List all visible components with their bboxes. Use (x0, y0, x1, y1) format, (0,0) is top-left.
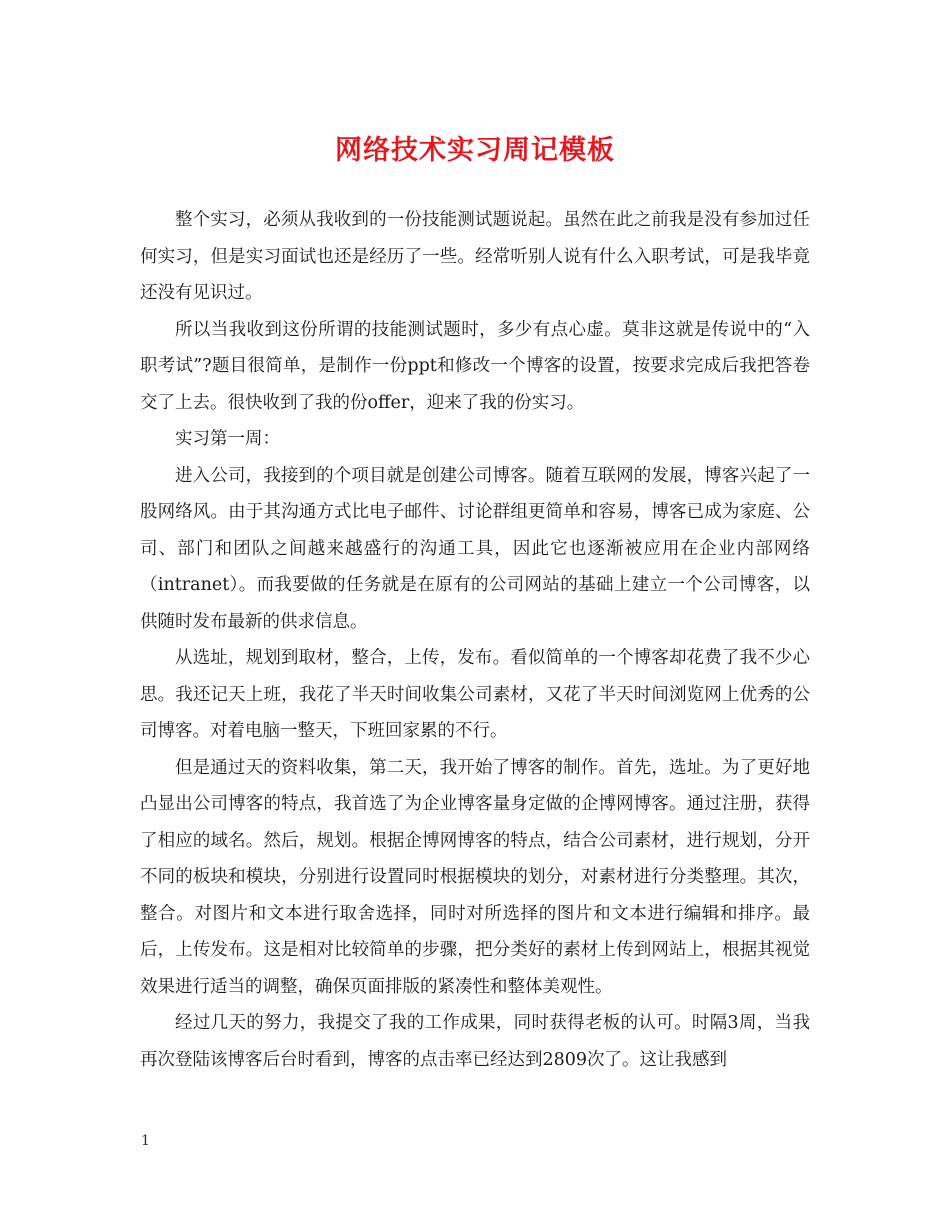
paragraph-7: 经过几天的努力，我提交了我的工作成果，同时获得老板的认可。时隔3周，当我再次登陆该博客后台时看到，博客的点击率已经达到2809次了。这让我感到 (140, 1013, 810, 1070)
paragraph-5: 从选址，规划到取材，整合，上传，发布。看似简单的一个博客却花费了我不少心思。我还记天上班，我花了半天时间收集公司素材，又花了半天时间浏览网上优秀的公司博客。对着电脑一整天，下班回家累的不行。 (140, 648, 810, 741)
paragraph-3: 实习第一周： (175, 429, 280, 449)
paragraph-1: 整个实习，必须从我收到的一份技能测试题说起。虽然在此之前我是没有参加过任何实习，但是实习面试也还是经历了一些。经常听别人说有什么入职考试，可是我毕竟还没有见识过。 (140, 210, 810, 303)
paragraph-2: 所以当我收到这份所谓的技能测试题时，多少有点心虚。莫非这就是传说中的“入职考试”?题目很简单，是制作一份ppt和修改一个博客的设置，按要求完成后我把答卷交了上去。很快收到了我的份offer，迎来了我的份实习。 (140, 319, 810, 413)
page-number: 1 (141, 1133, 150, 1149)
paragraph-6: 但是通过天的资料收集，第二天，我开始了博客的制作。首先，选址。为了更好地凸显出公司博客的特点，我首选了为企业博客量身定做的企博网博客。通过注册，获得了相应的域名。然后，规划。根据企博网博客的特点，结合公司素材，进行规划，分开不同的板块和模块，分别进行设置同时根据模块的划分，对素材进行分类整理。其次，整合。对图片和文本进行取舍选择，同时对所选择的图片和文本进行编辑和排序。最后，上传发布。这是相对比较简单的步骤，把分类好的素材上传到网站上，根据其视觉效果进行适当的调整，确保页面排版的紧凑性和整体美观性。 (140, 757, 810, 997)
document-body (140, 202, 810, 1078)
document-title: 网络技术实习周记模板 (335, 135, 615, 166)
paragraph-4: 进入公司，我接到的个项目就是创建公司博客。随着互联网的发展，博客兴起了一股网络风。由于其沟通方式比电子邮件、讨论群组更简单和容易，博客已成为家庭、公司、部门和团队之间越来越盛行的沟通工具，因此它也逐渐被应用在企业内部网络（intranet）。而我要做的任务就是在原有的公司网站的基础上建立一个公司博客，以供随时发布最新的供求信息。 (140, 465, 810, 632)
